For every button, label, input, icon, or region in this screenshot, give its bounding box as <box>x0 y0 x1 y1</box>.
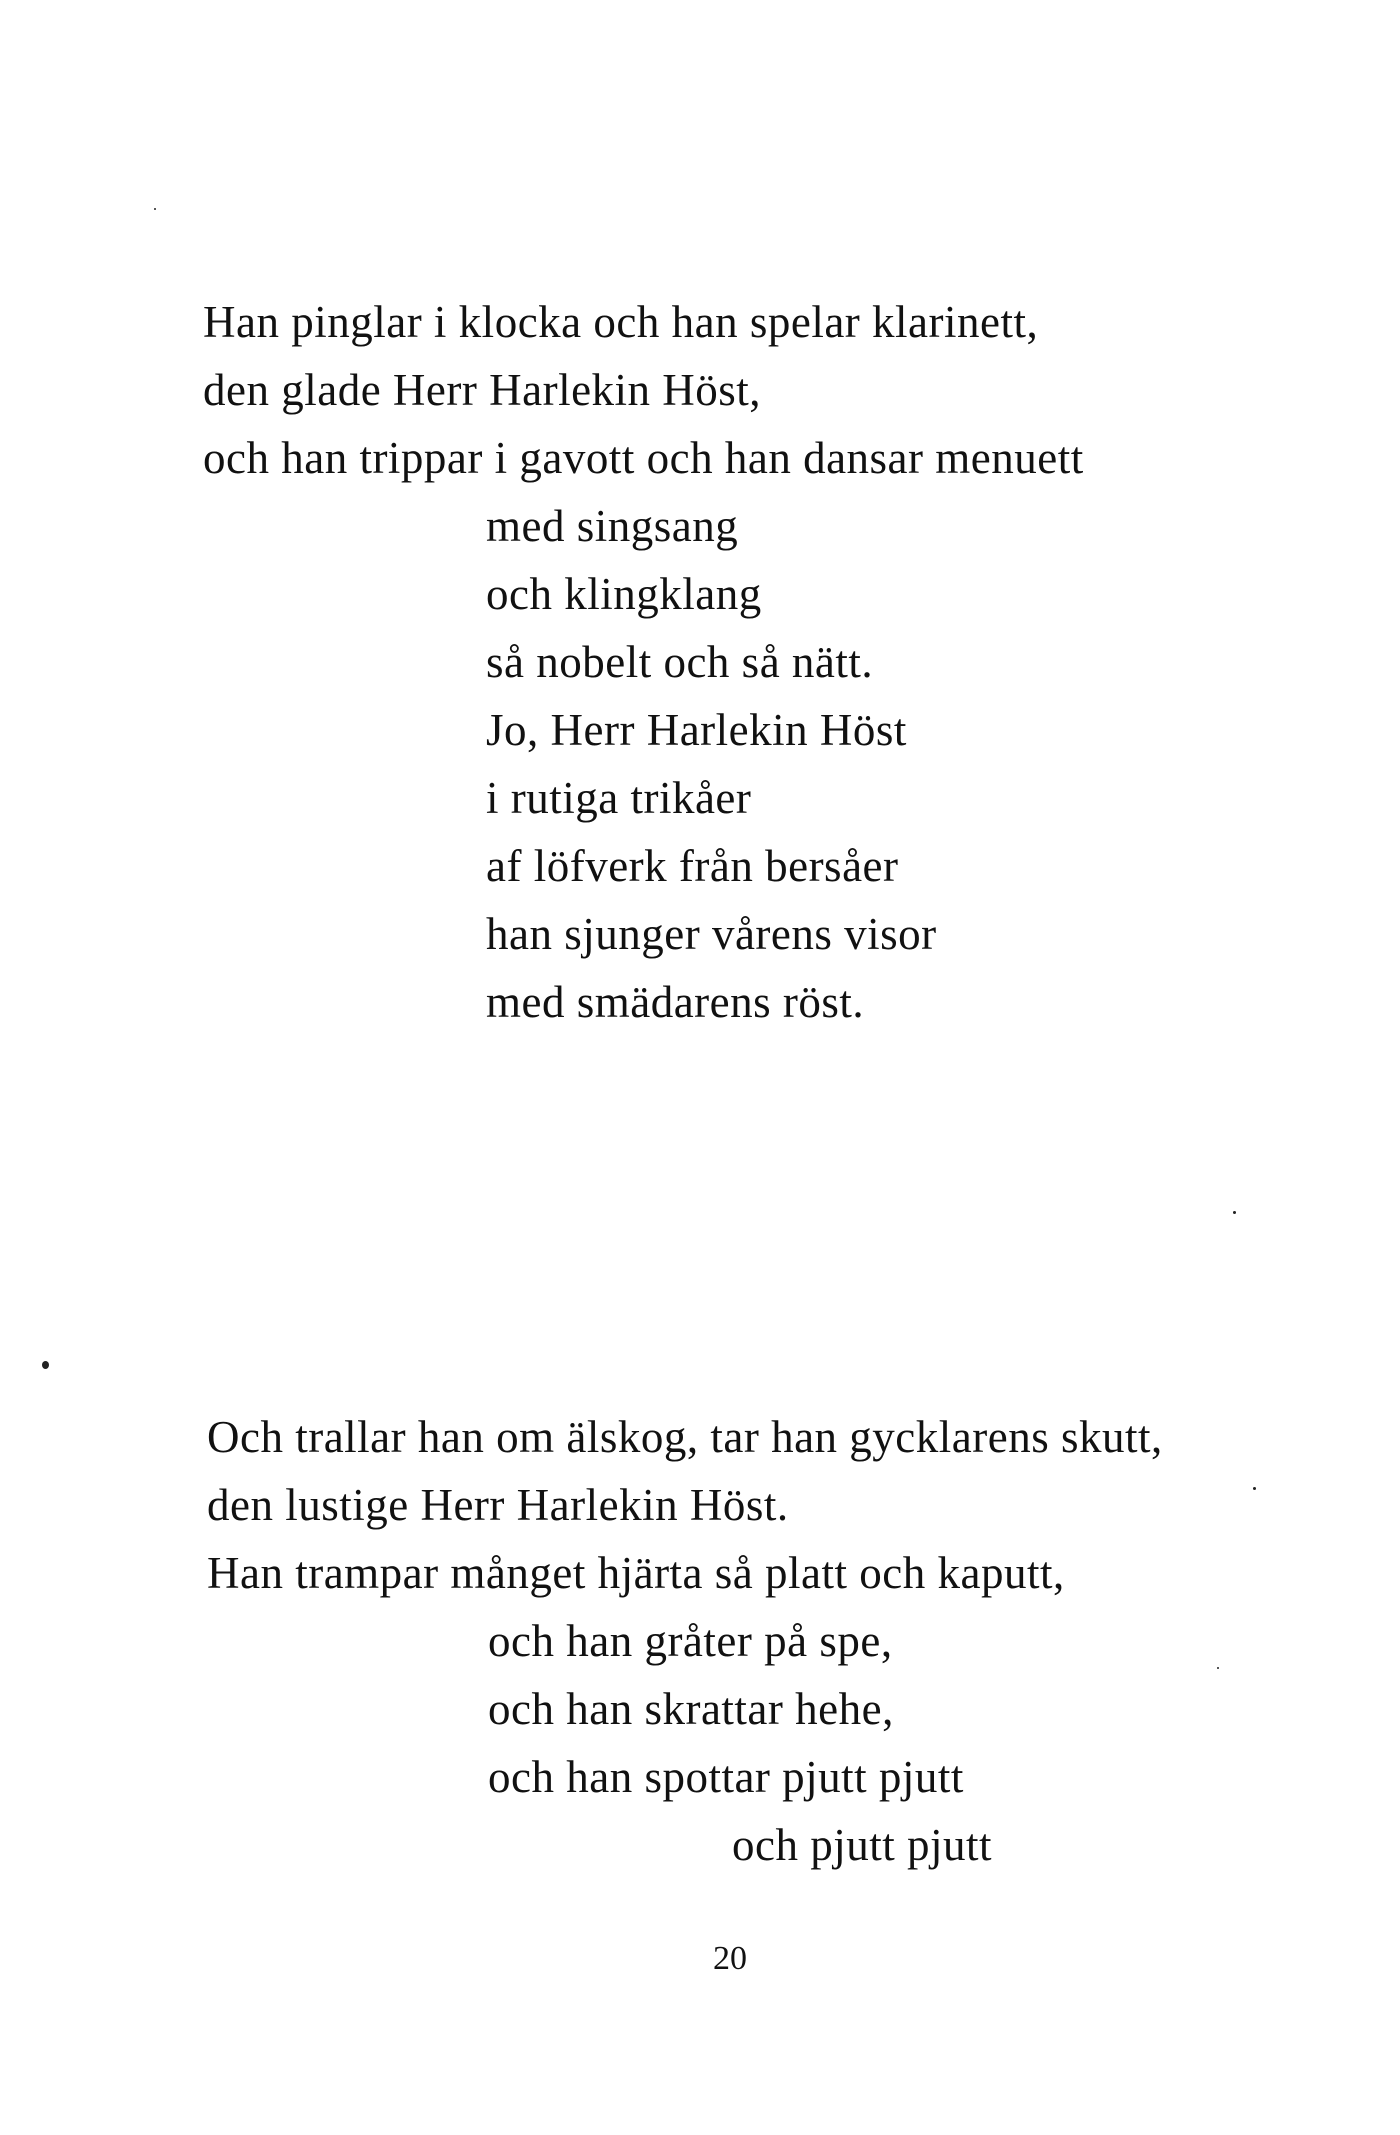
poem-line: af löfverk från bersåer <box>486 841 899 891</box>
poem-line: i rutiga trikåer <box>486 773 752 823</box>
poem-line: med smädarens röst. <box>486 977 865 1027</box>
poem-line: och han spottar pjutt pjutt <box>488 1752 964 1802</box>
poem-line: och han skrattar hehe, <box>488 1684 894 1734</box>
scan-speck <box>1233 1211 1236 1214</box>
poem-line: han sjunger vårens visor <box>486 909 937 959</box>
poem-line: Och trallar han om älskog, tar han gycklarens skutt, <box>207 1412 1163 1462</box>
poem-line: och han trippar i gavott och han dansar menuett <box>203 433 1084 483</box>
poem-line: och klingklang <box>486 569 762 619</box>
poem-line: den lustige Herr Harlekin Höst. <box>207 1480 789 1530</box>
scan-speck <box>1253 1487 1256 1490</box>
poem-line: och han gråter på spe, <box>488 1616 893 1666</box>
poem-line: med singsang <box>486 501 739 551</box>
poem-line: så nobelt och så nätt. <box>486 637 874 687</box>
poem-line: den glade Herr Harlekin Höst, <box>203 365 762 415</box>
poem-line: Jo, Herr Harlekin Höst <box>486 705 907 755</box>
scan-speck <box>42 1361 49 1369</box>
scan-speck <box>154 208 156 210</box>
page-number: 20 <box>713 1940 747 1977</box>
poem-line: Han pinglar i klocka och han spelar klarinett, <box>203 297 1039 347</box>
poem-line: och pjutt pjutt <box>732 1820 992 1870</box>
poem-line: Han trampar månget hjärta så platt och kaputt, <box>207 1548 1065 1598</box>
scan-speck <box>1217 1667 1219 1669</box>
